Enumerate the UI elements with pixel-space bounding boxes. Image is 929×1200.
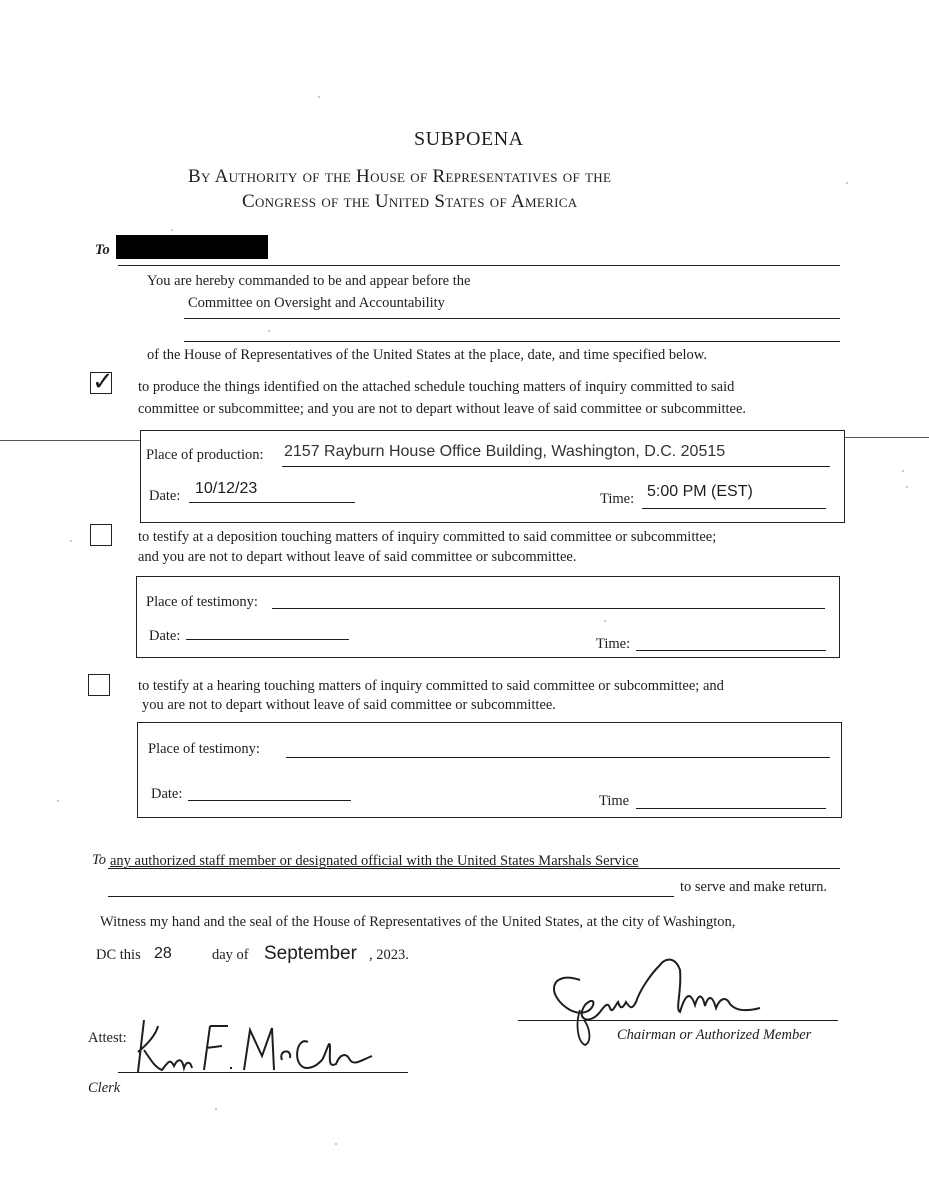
service-line-2 bbox=[108, 896, 674, 897]
scan-line-left bbox=[0, 440, 140, 441]
production-date-value: 10/12/23 bbox=[195, 480, 258, 497]
production-text-1: to produce the things identified on the attached schedule touching matters of inquiry committed to said bbox=[138, 379, 735, 395]
hearing-place-line bbox=[286, 757, 830, 758]
service-line-1 bbox=[108, 868, 840, 869]
witness-text: Witness my hand and the seal of the House of Representatives of the United States, at the city of Washington, bbox=[100, 914, 736, 930]
committee-line-2 bbox=[184, 341, 840, 342]
hearing-text-2: you are not to depart without leave of said committee or subcommittee. bbox=[142, 697, 556, 713]
hearing-date-line bbox=[188, 800, 351, 801]
scan-line-right bbox=[844, 437, 929, 438]
to-label: To bbox=[95, 242, 110, 258]
deposition-text-2: and you are not to depart without leave of said committee or subcommittee. bbox=[138, 549, 577, 565]
witness-year: , 2023. bbox=[369, 947, 409, 963]
serve-return-text: to serve and make return. bbox=[680, 879, 827, 895]
clerk-label: Clerk bbox=[88, 1080, 121, 1096]
attest-label: Attest: bbox=[88, 1030, 127, 1046]
authority-line-1: By Authority of the House of Representatives of the bbox=[188, 166, 612, 187]
place-of-production-value: 2157 Rayburn House Office Building, Washington, D.C. 20515 bbox=[284, 443, 726, 460]
hearing-text-1: to testify at a hearing touching matters of inquiry committed to said committee or subcommittee; and bbox=[138, 678, 724, 694]
production-text-2: committee or subcommittee; and you are not to depart without leave of said committee or subcommittee. bbox=[138, 401, 747, 417]
witness-month: September bbox=[264, 943, 357, 964]
witness-day: 28 bbox=[154, 945, 172, 962]
of-house-text: of the House of Representatives of the United States at the place, date, and time specified below. bbox=[147, 347, 707, 363]
authority-line-2: Congress of the United States of America bbox=[242, 191, 578, 212]
production-time-value: 5:00 PM (EST) bbox=[647, 483, 753, 500]
hearing-time-label: Time bbox=[599, 793, 630, 809]
deposition-time-label: Time: bbox=[596, 636, 631, 652]
recipient-line bbox=[118, 265, 840, 266]
deposition-checkbox[interactable] bbox=[90, 524, 112, 546]
deposition-place-label: Place of testimony: bbox=[146, 594, 258, 610]
production-time-line bbox=[642, 508, 826, 509]
hearing-time-line bbox=[636, 808, 826, 809]
dc-this-label: DC this bbox=[96, 947, 141, 963]
hearing-box bbox=[137, 722, 842, 818]
deposition-text-1: to testify at a deposition touching matters of inquiry committed to said committee or subcommittee; bbox=[138, 529, 717, 545]
chairman-label: Chairman or Authorized Member bbox=[617, 1027, 812, 1043]
redacted-recipient bbox=[116, 235, 268, 259]
deposition-date-label: Date: bbox=[149, 628, 181, 644]
production-checkbox[interactable] bbox=[90, 367, 114, 397]
deposition-place-line bbox=[272, 608, 825, 609]
service-to-prefix: To bbox=[92, 852, 106, 868]
hearing-date-label: Date: bbox=[151, 786, 183, 802]
service-to-text: any authorized staff member or designated official with the United States Marshals Service bbox=[110, 853, 639, 869]
chairman-line bbox=[518, 1020, 838, 1021]
subpoena-title: SUBPOENA bbox=[414, 128, 524, 150]
production-date-line bbox=[189, 502, 355, 503]
place-of-production-line bbox=[282, 466, 830, 467]
deposition-box bbox=[136, 576, 840, 658]
committee-name: Committee on Oversight and Accountability bbox=[188, 295, 445, 311]
clerk-line bbox=[118, 1072, 408, 1073]
deposition-time-line bbox=[636, 650, 826, 651]
place-of-production-label: Place of production: bbox=[146, 447, 264, 463]
committee-line-1 bbox=[184, 318, 840, 319]
hearing-checkbox[interactable] bbox=[88, 674, 110, 696]
checkmark-icon: ✓ bbox=[92, 367, 114, 397]
deposition-date-line bbox=[186, 639, 349, 640]
commanded-text: You are hereby commanded to be and appear before the bbox=[147, 273, 471, 289]
production-date-label: Date: bbox=[149, 488, 181, 504]
day-of-label: day of bbox=[212, 947, 249, 963]
hearing-place-label: Place of testimony: bbox=[148, 741, 260, 757]
production-time-label: Time: bbox=[600, 491, 635, 507]
